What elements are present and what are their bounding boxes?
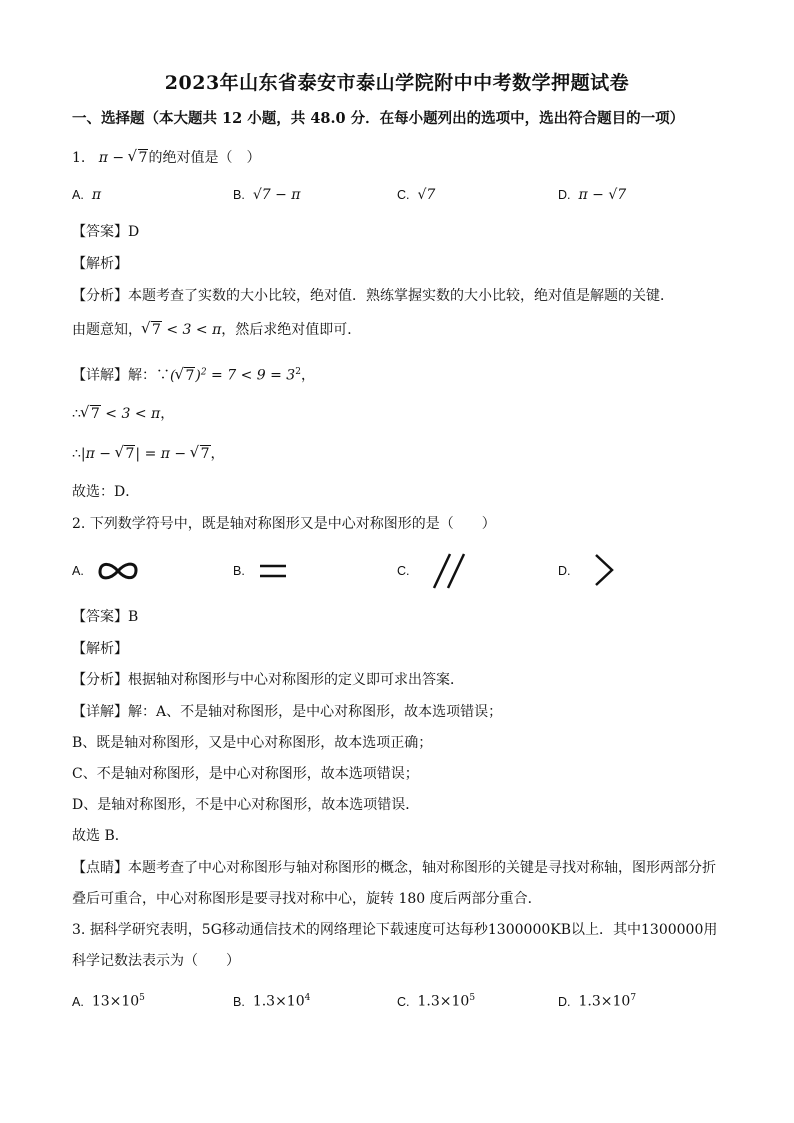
q2-option-c[interactable]: C.	[397, 564, 410, 578]
q1-analysis-tag: 【解析】	[72, 256, 128, 272]
q1-option-b-text: √7 − π	[252, 187, 301, 203]
q2-number: 2.	[72, 516, 86, 532]
parallel-symbol-icon	[430, 550, 470, 592]
q1-expression: π − √ 7	[90, 150, 149, 166]
q1-option-b[interactable]: B. √7 − π	[233, 187, 301, 203]
q1-detail-step3: ∴|π − √ 7| = π − √ 7，	[72, 444, 225, 464]
q3-option-a[interactable]: A. $13\times 10^5$	[72, 993, 145, 1010]
q2-answer-value: B	[128, 609, 139, 625]
q2-detail-b: B、既是轴对称图形，又是中心对称图形，故本选项正确；	[72, 735, 433, 751]
q2-dianjing-1: 【点睛】本题考查了中心对称图形与轴对称图形的概念，轴对称图形的关键是寻找对称轴，图形两部分折	[72, 860, 716, 876]
greater-than-symbol-icon	[592, 552, 616, 588]
q2-option-a[interactable]: A.	[72, 564, 84, 578]
infinity-symbol-icon	[96, 556, 140, 586]
q1-conclusion: 故选：D．	[72, 484, 140, 500]
q2-detail-d: D、是轴对称图形，不是中心对称图形，故本选项错误．	[72, 797, 420, 813]
q1-stem	[72, 148, 260, 168]
q1-option-a[interactable]: A. π	[72, 187, 102, 203]
q1-reasoning: 由题意知，√ 7 < 3 < π，然后求绝对值即可．	[72, 320, 361, 340]
q3-number: 3.	[72, 922, 86, 938]
page-title: 2023年山东省泰安市泰山学院附中中考数学押题试卷	[164, 72, 630, 94]
q1-option-c[interactable]: C. √7	[397, 187, 436, 203]
q3-stem-line1: 3. 据科学研究表明，5G移动通信技术的网络理论下载速度可达每秒1300000KB以上．其中1300000用	[72, 922, 718, 938]
q2-analysis-tag: 【解析】	[72, 641, 128, 657]
q1-option-d-text: π − √7	[578, 187, 627, 203]
q3-option-b[interactable]: B. $1.3\times 10^4$	[233, 993, 311, 1010]
q2-stem: 2. 下列数学符号中，既是轴对称图形又是中心对称图形的是（ ）	[72, 516, 496, 532]
q1-stem-suffix: 的绝对值是（ ）	[148, 150, 261, 166]
q2-detail-c: C、不是轴对称图形，是中心对称图形，故本选项错误；	[72, 766, 419, 782]
q2-option-d[interactable]: D.	[558, 564, 571, 578]
q1-detail-step1: 【详解】解：∵(√ $7)^2 = 7 < 9 = 3^2$，	[72, 362, 315, 386]
q1-answer: 【答案】D	[72, 224, 140, 240]
equals-symbol-icon	[258, 560, 288, 582]
q2-conclusion: 故选 B．	[72, 828, 129, 844]
q1-answer-value: D	[128, 224, 140, 240]
q3-option-d[interactable]: D. $1.3\times 10^7$	[558, 993, 637, 1010]
q1-detail-step2: ∴√ 7 < 3 < π，	[72, 404, 174, 424]
q2-option-b[interactable]: B.	[233, 564, 245, 578]
q1-fenxi: 【分析】本题考查了实数的大小比较，绝对值．熟练掌握实数的大小比较，绝对值是解题的关键．	[72, 288, 674, 304]
q2-dianjing-2: 叠后可重合，中心对称图形是要寻找对称中心，旋转 180 度后两部分重合．	[72, 891, 542, 907]
q3-option-c[interactable]: C. $1.3\times 10^5$	[397, 993, 476, 1010]
q1-number: 1.	[72, 150, 86, 166]
section-heading: 一、选择题（本大题共 12 小题，共 48.0 分．在每小题列出的选项中，选出符合题目的一项）	[72, 110, 685, 127]
q2-answer: 【答案】B	[72, 609, 139, 625]
q2-detail-a: 【详解】解：A、不是轴对称图形，是中心对称图形，故本选项错误；	[72, 704, 503, 720]
q1-option-d[interactable]: D. π − √7	[558, 187, 627, 203]
q2-fenxi: 【分析】根据轴对称图形与中心对称图形的定义即可求出答案．	[72, 672, 464, 688]
q1-option-c-text: √7	[417, 187, 436, 203]
q3-stem-line2: 科学记数法表示为（ ）	[72, 953, 240, 969]
q1-option-a-text: π	[91, 187, 102, 203]
